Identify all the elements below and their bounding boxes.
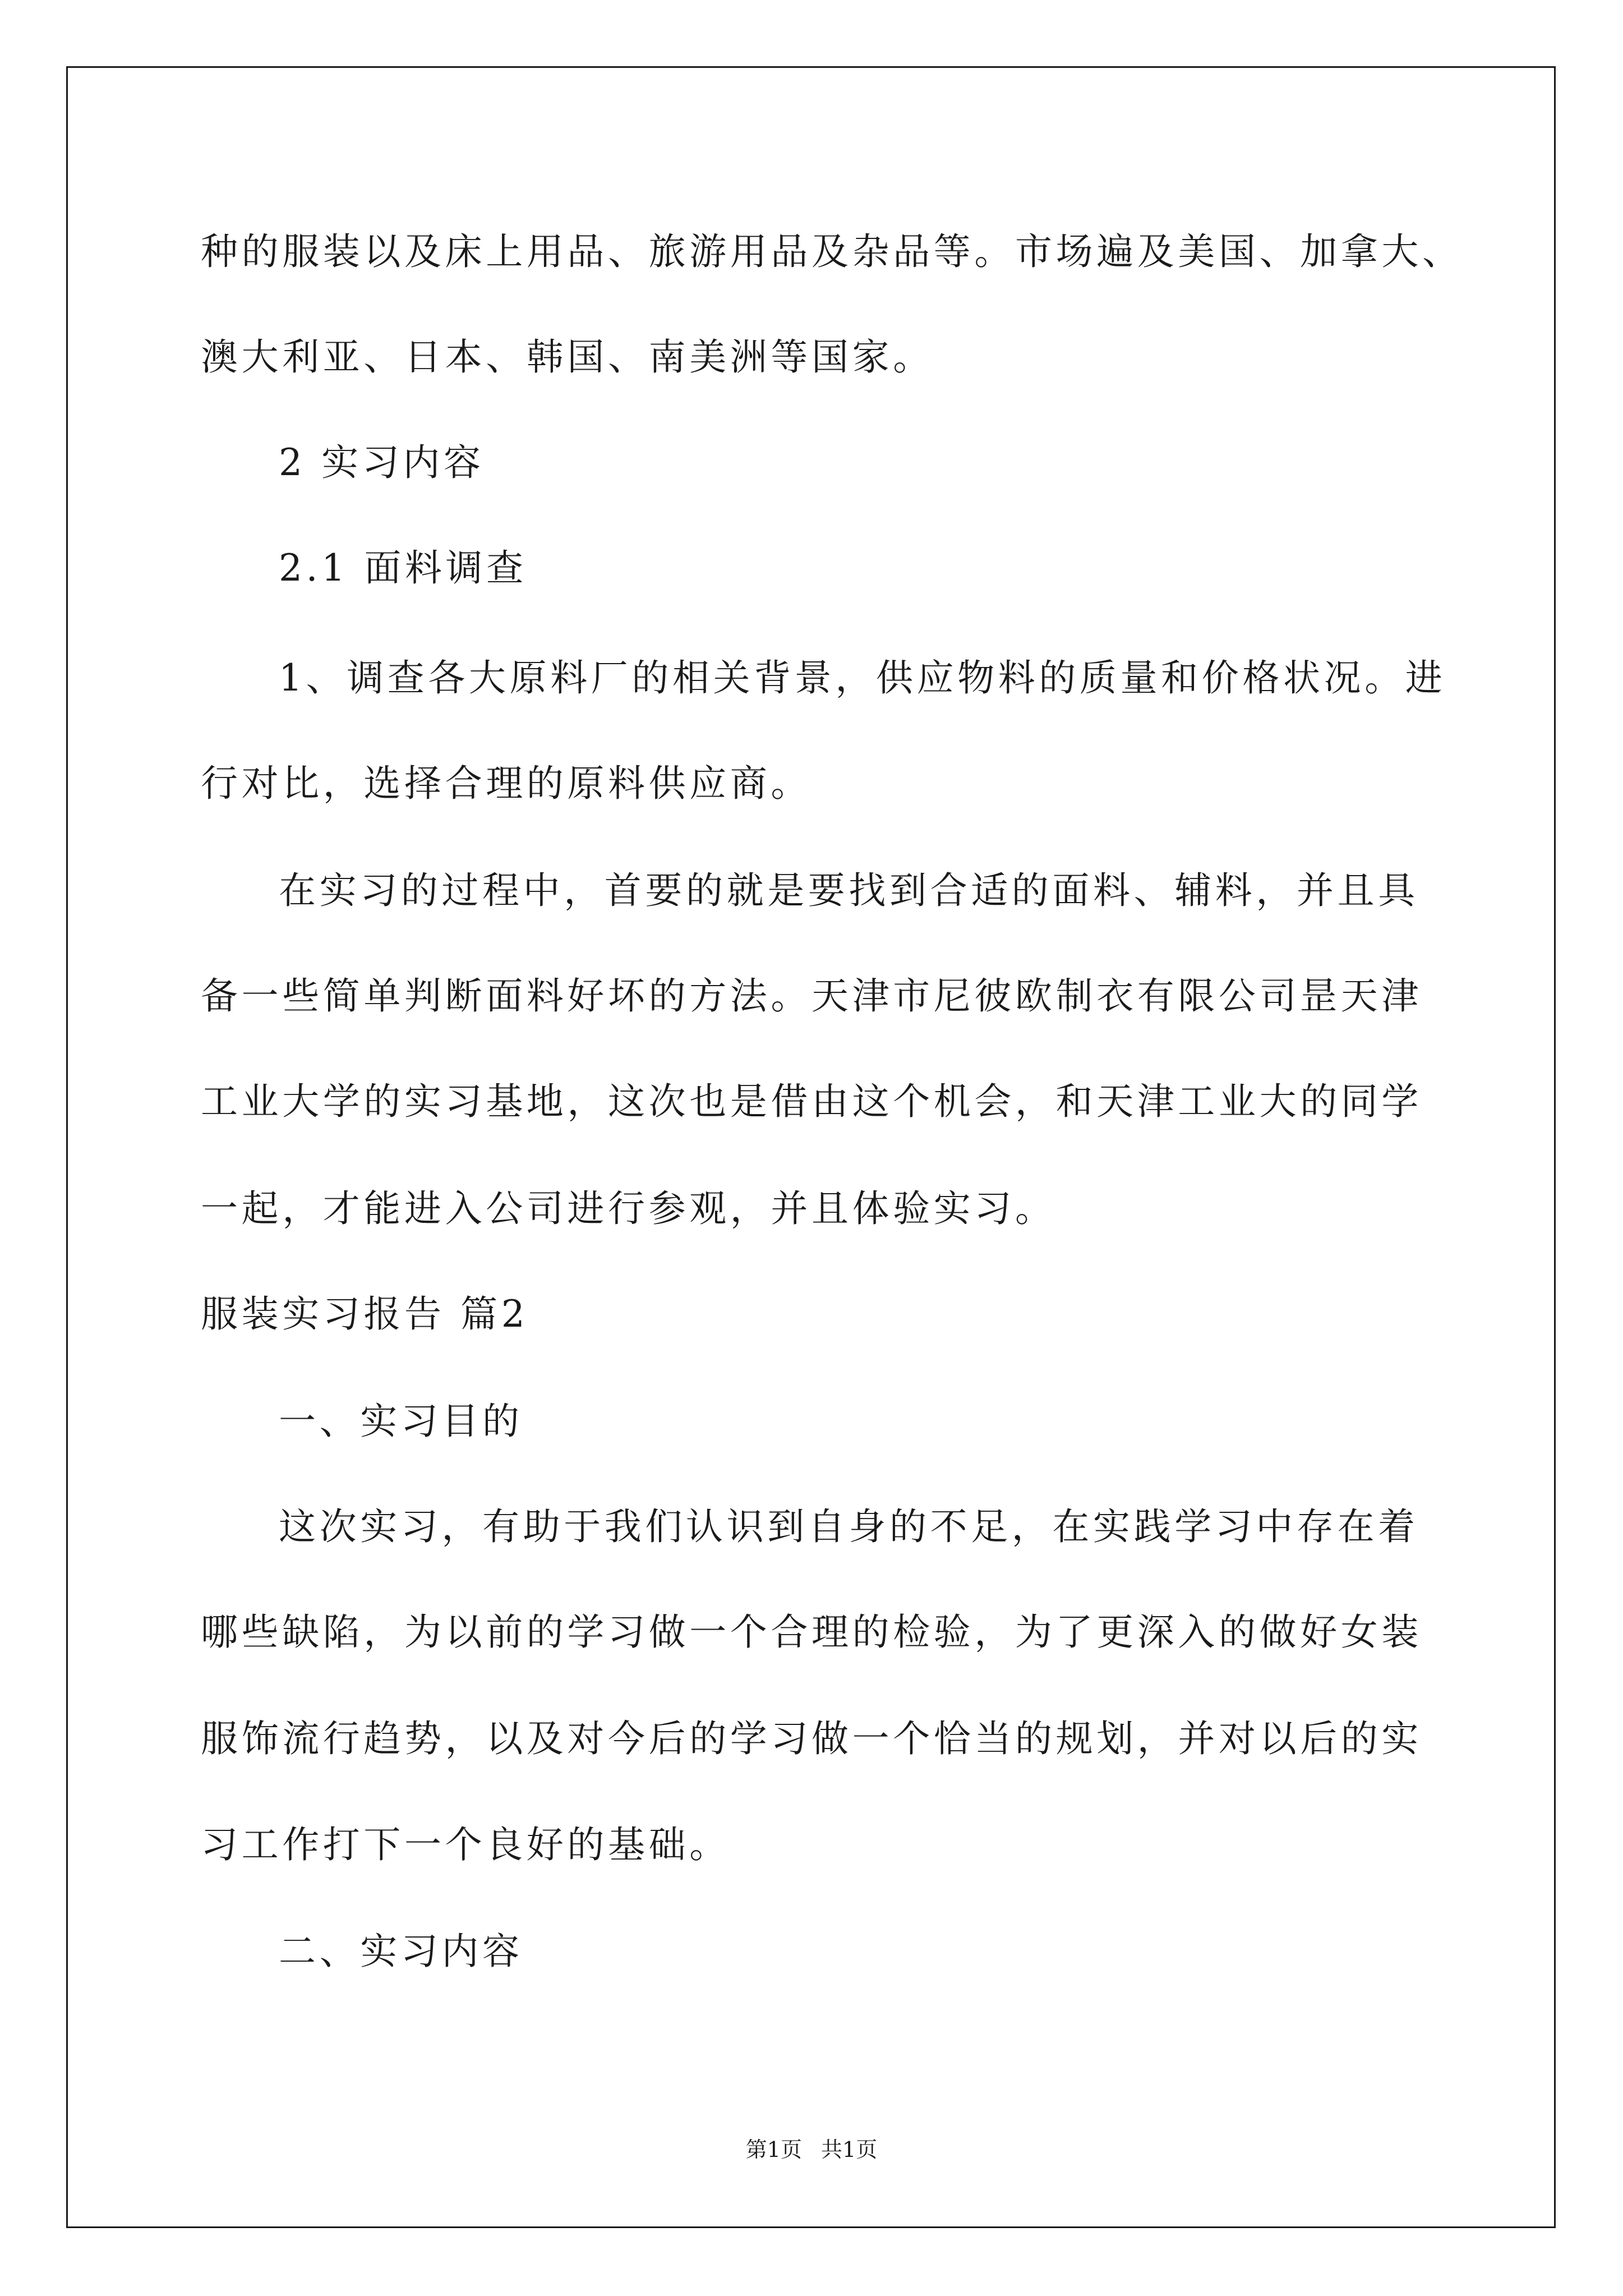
section-heading: 二、实习内容: [279, 1930, 523, 1973]
section-heading: 一、实习目的: [279, 1400, 523, 1443]
paragraph-line: 澳大利亚、日本、韩国、南美洲等国家。: [201, 335, 934, 379]
paragraph-line: 在实习的过程中，首要的就是要找到合适的面料、辅料，并且具: [279, 869, 1419, 912]
paragraph-line: 工业大学的实习基地，这次也是借由这个机会，和天津工业大的同学: [201, 1080, 1422, 1123]
paragraph-line: 1、调查各大原料厂的相关背景，供应物料的质量和价格状况。进: [279, 656, 1446, 700]
paragraph-line: 备一些简单判断面料好坏的方法。天津市尼彼欧制衣有限公司昰天津: [201, 974, 1422, 1018]
paragraph-line: 种的服装以及床上用品、旅游用品及杂品等。市场遍及美国、加拿大、: [201, 230, 1463, 273]
paragraph-line: 哪些缺陷，为以前的学习做一个合理的检验，为了更深入的做好女装: [201, 1611, 1422, 1654]
paragraph-line: 习工作打下一个良好的基础。: [201, 1823, 730, 1866]
document-subtitle: 服装实习报告 篇2: [201, 1292, 529, 1336]
subsection-heading: 2.1 面料调查: [279, 546, 527, 590]
page-number-footer: 第1页 共1页: [745, 2137, 878, 2162]
page-border: [66, 66, 1556, 2228]
paragraph-line: 一起，才能进入公司进行参观，并且体验实习。: [201, 1187, 1056, 1230]
paragraph-line: 行对比，选择合理的原料供应商。: [201, 762, 811, 805]
paragraph-line: 服饰流行趋势，以及对今后的学习做一个恰当的规划，并对以后的实: [201, 1717, 1422, 1760]
paragraph-line: 这次实习，有助于我们认识到自身的不足，在实践学习中存在着: [279, 1505, 1419, 1548]
section-heading: 2 实习内容: [279, 441, 485, 484]
